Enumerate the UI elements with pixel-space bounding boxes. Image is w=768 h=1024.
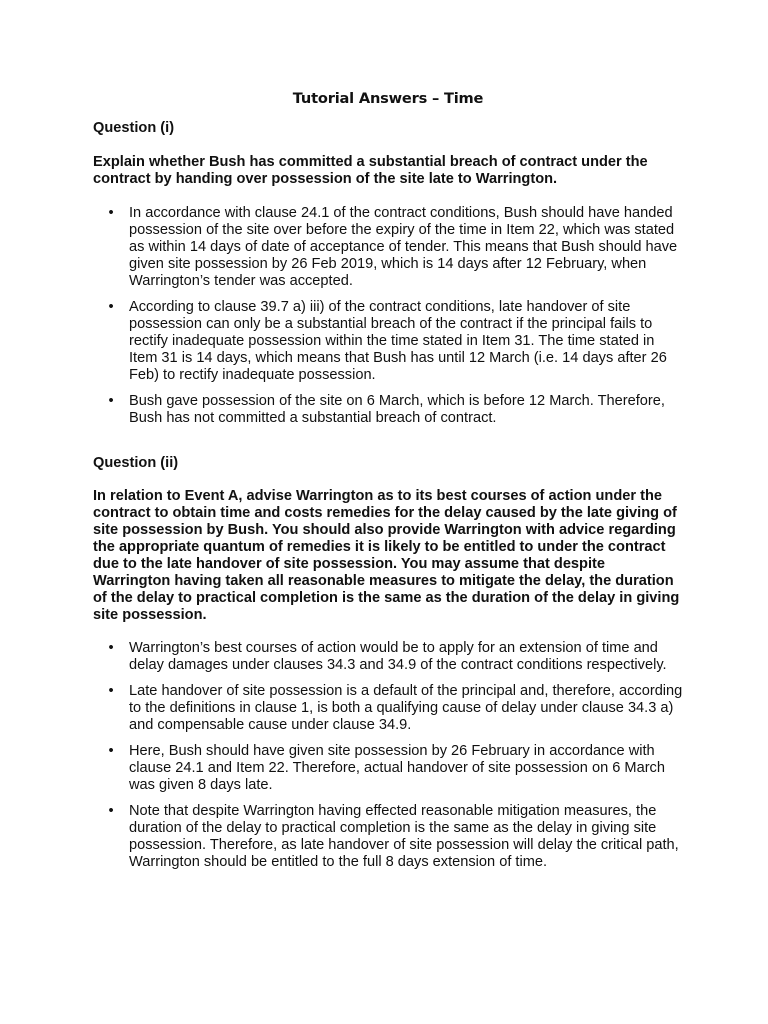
list-item: • Note that despite Warrington having effected reasonable mitigation measures, the duration of the delay to practical completion is the same as the delay in giving site possession. Therefore, as late handover of site possession will delay the critical path, Warrington should be entitled to the full 8 days extension of time. bbox=[108, 803, 679, 870]
bullet-icon: • bbox=[108, 743, 114, 759]
question-1-text: Explain whether Bush has committed a substantial breach of contract under the contract by handing over possession of the site late to Warrington. bbox=[93, 154, 648, 187]
list-item: • In accordance with clause 24.1 of the contract conditions, Bush should have handed possession of the site over before the expiry of the time in Item 22, which was stated as within 14 days of date of acceptance of tender. This means that Bush should have given site possession by 26 Feb 2019, which is 14 days after 12 February, when Warrington’s tender was accepted. bbox=[108, 205, 678, 289]
list-item: • Here, Bush should have given site possession by 26 February in accordance with clause 24.1 and Item 22. Therefore, actual handover of site possession on 6 March was given 8 days late. bbox=[108, 743, 665, 793]
list-item: • Warrington’s best courses of action would be to apply for an extension of time and delay damages under clauses 34.3 and 34.9 of the contract conditions respectively. bbox=[108, 640, 667, 673]
bullet-icon: • bbox=[108, 803, 114, 819]
bullet-icon: • bbox=[108, 640, 114, 656]
bullet-icon: • bbox=[108, 683, 114, 699]
list-item: • Late handover of site possession is a default of the principal and, therefore, according to the definitions in clause 1, is both a qualifying cause of delay under clause 34.3 a) and compensable cause under clause 34.9. bbox=[108, 683, 683, 733]
document-title: Tutorial Answers – Time bbox=[292, 90, 484, 107]
question-1-answer-list bbox=[93, 205, 683, 436]
question-2-text: In relation to Event A, advise Warrington as to its best courses of action under the contract to obtain time and costs remedies for the delay caused by the late giving of site possession by Bush. You should also provide Warrington with advice regarding the appropriate quantum of remedies it is likely to be entitled to under the contract due to the late handover of site possession. You may assume that despite Warrington having taken all reasonable measures to mitigate the delay, the duration of the delay to practical completion is the same as the duration of the delay in giving site possession. bbox=[93, 488, 680, 623]
bullet-icon: • bbox=[108, 299, 114, 315]
list-item: • Bush gave possession of the site on 6 March, which is before 12 March. Therefore, Bush has not committed a substantial breach of contract. bbox=[108, 393, 665, 426]
bullet-icon: • bbox=[108, 205, 114, 221]
list-item: • According to clause 39.7 a) iii) of the contract conditions, late handover of site possession can only be a substantial breach of the contract if the principal fails to rectify inadequate possession within the time stated in Item 31. The time stated in Item 31 is 14 days, which means that Bush has until 12 March (i.e. 14 days after 26 Feb) to rectify inadequate possession. bbox=[108, 299, 667, 383]
bullet-icon: • bbox=[108, 393, 114, 409]
question-2-answer-list bbox=[93, 640, 683, 880]
question-1-heading: Question (i) bbox=[93, 120, 175, 136]
question-2-heading: Question (ii) bbox=[93, 455, 179, 471]
